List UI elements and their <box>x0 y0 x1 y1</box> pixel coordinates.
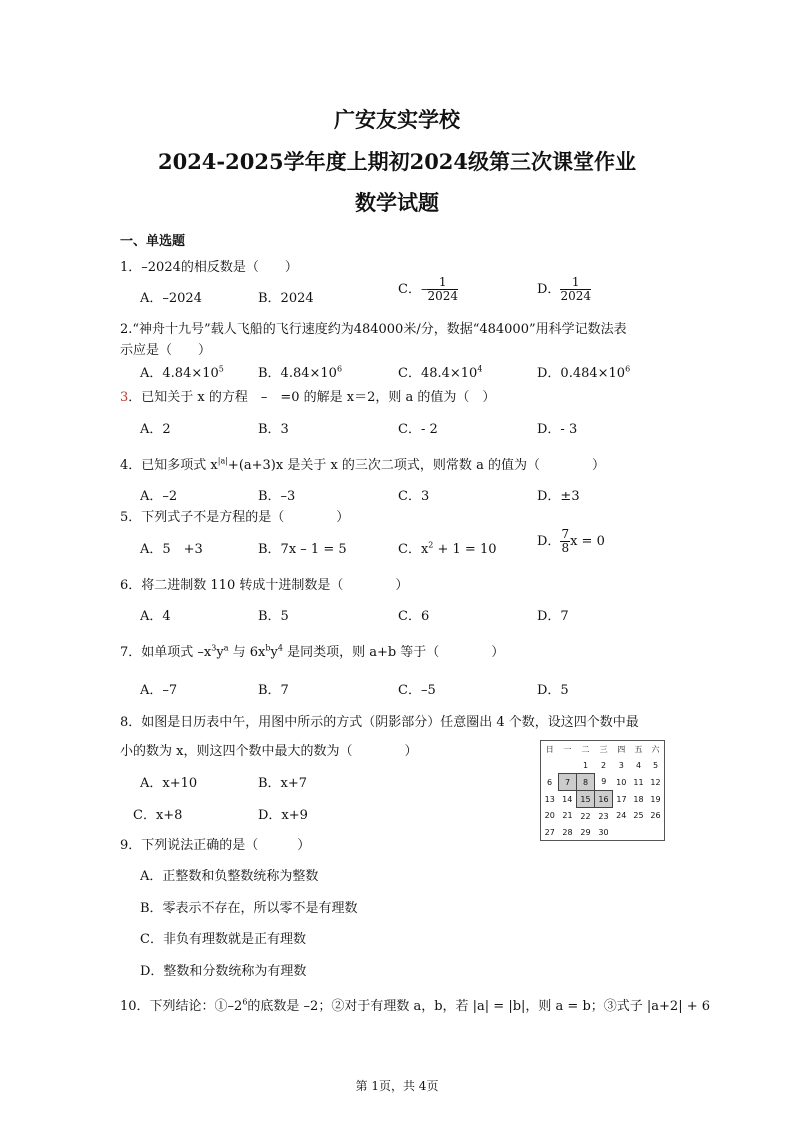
calendar-cell: 22 <box>580 811 591 821</box>
calendar-cell: 29 <box>580 827 591 837</box>
calendar-cell: 30 <box>598 827 609 837</box>
q1-option-b: B．2024 <box>258 291 314 306</box>
school-title: 广安友实学校 <box>334 107 460 132</box>
q8-option-b: B．x+7 <box>258 776 308 791</box>
q9-option-d: D．整数和分数统称为有理数 <box>140 964 307 979</box>
calendar-cell: 3 <box>618 760 624 770</box>
calendar-cell: 20 <box>544 811 555 821</box>
calendar-header: 二 <box>581 744 590 754</box>
calendar-cell <box>541 757 559 774</box>
calendar-cell: 27 <box>544 827 555 837</box>
q9-stem: 9．下列说法正确的是（ ） <box>120 838 311 853</box>
calendar-cell: 1 <box>582 760 589 770</box>
calendar-cell-shaded: 8 <box>577 774 595 791</box>
q6-option-b: B．5 <box>258 609 289 624</box>
calendar-header: 六 <box>651 744 660 754</box>
calendar-cell: 14 <box>562 794 573 804</box>
q6-option-a: A．4 <box>140 609 171 624</box>
q3-option-c: C．- 2 <box>398 422 438 437</box>
q5-option-d: D． $\frac{7}{8}$ x = 0 <box>537 527 605 555</box>
q7-stem: 7．如单项式 $-x^3y^a$ 与 $6x^by^4$ 是同类项，则 a+b 等于（ ） <box>120 643 505 660</box>
calendar-row <box>541 774 665 791</box>
calendar-cell: 11 <box>633 777 644 787</box>
calendar-cell: 21 <box>562 811 573 821</box>
q4-stem: 4．已知多项式 $x^{|a|}+(a+3)x$ 是关于 x 的三次二项式，则常数 a 的值为（ ） <box>120 456 605 473</box>
calendar-row <box>541 791 665 808</box>
calendar-header: 三 <box>599 744 608 754</box>
calendar-row <box>541 808 665 825</box>
q4-option-a: A．–2 <box>140 489 178 504</box>
term-title: 2024-2025学年度上期初2024级第三次课堂作业 <box>157 149 637 174</box>
q3-stem: 3．已知关于 x 的方程 – =0 的解是 x＝2，则 a 的值为（ ） <box>120 390 496 405</box>
calendar-cell: 24 <box>616 811 627 821</box>
q2-option-d: D．$0.484\times 10^6$ <box>537 364 631 381</box>
q3-option-a: A．2 <box>140 422 171 437</box>
calendar-cell <box>647 824 665 841</box>
q3-option-d: D．- 3 <box>537 422 578 437</box>
q5-stem: 5．下列式子不是方程的是（ ） <box>120 510 350 525</box>
calendar-cell: 9 <box>601 777 607 787</box>
calendar-header: 四 <box>617 744 626 754</box>
q1-option-c: C．– $\frac{1}{2024}$ <box>398 275 458 303</box>
calendar-header: 日 <box>545 744 554 754</box>
q5-option-c: C．$x^2 + 1 = 10$ <box>398 540 497 557</box>
q9-option-a: A．正整数和负整数统称为整数 <box>140 869 319 884</box>
section-heading: 一、单选题 <box>120 234 186 249</box>
calendar-cell: 19 <box>650 794 661 804</box>
calendar-row <box>541 757 665 774</box>
calendar-cell <box>630 824 647 841</box>
calendar-cell: 25 <box>633 811 644 821</box>
calendar-cell: 23 <box>598 811 609 821</box>
q2-option-c: C．$48.4\times 10^4$ <box>398 364 483 381</box>
calendar-cell: 26 <box>650 811 661 821</box>
calendar-cell-shaded: 7 <box>559 774 577 791</box>
q8-option-d: D．x+9 <box>258 808 308 823</box>
calendar-cell <box>613 824 631 841</box>
q4-option-d: D．±3 <box>537 489 580 504</box>
calendar-header-row <box>541 741 665 758</box>
q1-stem: 1．–2024的相反数是（ ） <box>120 260 298 275</box>
page-footer: 第 1页，共 4页 <box>355 1079 439 1093</box>
q5-option-b: B．7x – 1 = 5 <box>258 542 347 557</box>
q8-stem-line2: 小的数为 x，则这四个数中最大的数为（ ） <box>120 744 418 759</box>
q7-option-b: B．7 <box>258 683 289 698</box>
calendar-cell: 4 <box>635 760 642 770</box>
q2-option-b: B．$4.84\times 10^6$ <box>258 364 343 381</box>
q6-option-d: D．7 <box>537 609 569 624</box>
calendar-header: 五 <box>634 744 643 754</box>
q8-option-c: C．x+8 <box>133 808 183 823</box>
calendar-header: 一 <box>563 744 572 754</box>
subject-title: 数学试题 <box>355 190 439 215</box>
q2-option-a: A．$4.84\times 10^5$ <box>140 364 224 381</box>
calendar-cell: 28 <box>562 827 573 837</box>
q1-option-d: D． $\frac{1}{2024}$ <box>537 275 591 303</box>
q10-stem: 10．下列结论：$①-2^6$的底数是 –2；②对于有理数 a，b，若 |a| = |b|，则 a = b；③式子 |a+2| + 6 <box>120 997 711 1014</box>
q8-stem-line1: 8．如图是日历表中午，用图中所示的方式（阴影部分）任意圈出 4 个数，设这四个数中最 <box>120 715 639 730</box>
calendar-row <box>541 824 665 841</box>
calendar-cell: 5 <box>652 760 659 770</box>
calendar-cell: 6 <box>546 777 553 787</box>
q7-option-d: D．5 <box>537 683 569 698</box>
q2-stem-line1: 2.“神舟十九号”载人飞船的飞行速度约为484000米/分，数据“484000”用科学记数法表 <box>120 322 627 337</box>
calendar-cell-shaded: 16 <box>595 791 613 808</box>
q2-stem-line2: 示应是（ ） <box>120 343 212 358</box>
q9-option-c: C．非负有理数就是正有理数 <box>140 932 306 947</box>
calendar-cell: 12 <box>650 777 661 787</box>
q6-option-c: C．6 <box>398 609 430 624</box>
calendar-cell <box>559 757 577 774</box>
q9-option-b: B．零表示不存在，所以零不是有理数 <box>140 901 358 916</box>
calendar-cell: 2 <box>600 760 607 770</box>
calendar-cell: 18 <box>633 794 644 804</box>
q3-option-b: B．3 <box>258 422 289 437</box>
q4-option-c: C．3 <box>398 489 430 504</box>
q6-stem: 6．将二进制数 110 转成十进制数是（ ） <box>120 578 409 593</box>
calendar-cell: 17 <box>616 794 627 804</box>
q1-option-a: A．–2024 <box>140 291 202 306</box>
calendar-cell: 13 <box>544 794 555 804</box>
calendar-cell-shaded: 15 <box>577 791 595 808</box>
calendar-cell: 10 <box>616 777 627 787</box>
q5-option-a: A．5 +3 <box>140 542 203 557</box>
q7-option-c: C．–5 <box>398 683 436 698</box>
q7-option-a: A．–7 <box>140 683 178 698</box>
q8-option-a: A．x+10 <box>140 776 198 791</box>
calendar-figure <box>540 740 665 841</box>
q4-option-b: B．–3 <box>258 489 296 504</box>
